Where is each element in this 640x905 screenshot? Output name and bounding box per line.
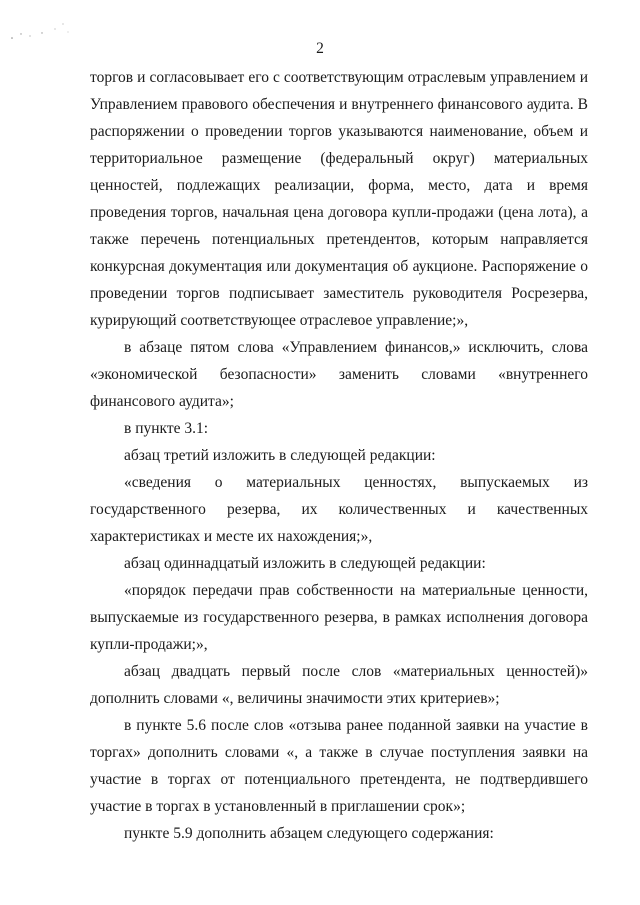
- paragraph: абзац двадцать первый после слов «материальных ценностей)» дополнить словами «, величины значимости этих критериев»;: [90, 663, 588, 707]
- paragraph: абзац третий изложить в следующей редакции:: [124, 447, 436, 464]
- paragraph: пункте 5.9 дополнить абзацем следующего содержания:: [124, 825, 494, 842]
- paragraph: «сведения о материальных ценностях, выпускаемых из государственного резерва, их количественных и качественных характеристиках и месте их нахождения;»,: [90, 474, 588, 545]
- paragraph-continuation: торгов и согласовывает его с соответствующим отраслевым управлением и Управлением правового обеспечения и внутреннего финансового аудита. В распоряжении о проведении торгов указываются наименование, объем и территориальное размещение (федеральный округ) материальных ценностей, подлежащих реализации, форма, место, дата и время проведения торгов, начальная цена договора купли-продажи (цена лота), а также перечень потенциальных претендентов, которым направляется конкурсная документация или документация об аукционе. Распоряжение о проведении торгов подписывает заместитель руководителя Росрезерва, курирующий соответствующее отраслевое управление;»,: [90, 69, 588, 329]
- paragraph: в пункте 3.1:: [124, 420, 209, 437]
- document-body: [90, 64, 588, 847]
- page-number: 2: [316, 40, 324, 57]
- paragraph: в абзаце пятом слова «Управлением финансов,» исключить, слова «экономической безопасности» заменить словами «внутреннего финансового аудита»;: [90, 339, 588, 410]
- paragraph: «порядок передачи прав собственности на материальные ценности, выпускаемые из государственного резерва, в рамках исполнения договора купли-продажи;»,: [90, 582, 588, 653]
- paragraph: в пункте 5.6 после слов «отзыва ранее поданной заявки на участие в торгах» дополнить словами «, а также в случае поступления заявки на участие в торгах от потенциального претендента, не подтвердившего участие в торгах в установленный в приглашении срок»;: [90, 717, 588, 815]
- paragraph: абзац одиннадцатый изложить в следующей редакции:: [124, 555, 486, 572]
